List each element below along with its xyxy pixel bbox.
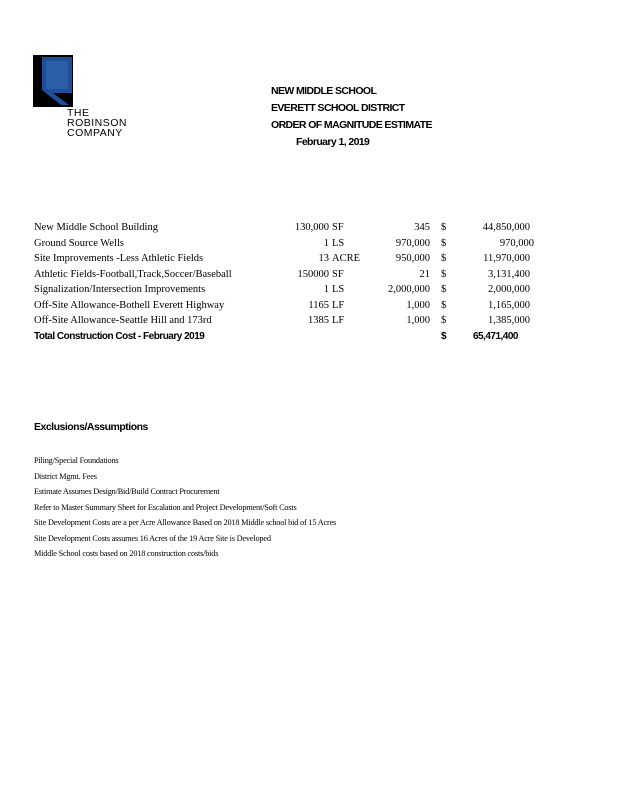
row-description: Site Improvements -Less Athletic Fields — [34, 253, 204, 264]
row-unit: LF — [332, 299, 345, 311]
row-unit-cost: 970,000 — [395, 237, 430, 249]
list-item: District Mgmt. Fees — [34, 471, 97, 481]
row-description: New Middle School Building — [34, 222, 158, 233]
row-quantity: 150000 — [297, 268, 329, 280]
exclusions-title: Exclusions/Assumptions — [34, 421, 148, 433]
row-unit: LS — [332, 237, 345, 249]
table-row — [34, 300, 554, 315]
district-title: EVERETT SCHOOL DISTRICT — [271, 102, 405, 114]
row-description: Ground Source Wells — [34, 237, 124, 249]
row-unit: SF — [332, 268, 344, 280]
row-currency: $ — [441, 315, 447, 326]
row-unit-cost: 1,000 — [406, 315, 430, 326]
list-item: Middle School costs based on 2018 construction costs/bids — [34, 549, 219, 558]
list-item: Site Development Costs assumes 16 Acres of the 19 Acre Site is Developed — [34, 533, 271, 543]
row-quantity: 1 — [323, 284, 329, 295]
logo-wordmark — [67, 108, 127, 138]
logo-line-3: COMPANY — [67, 127, 123, 139]
list-item: Piling/Special Foundations — [34, 456, 119, 465]
row-unit: LS — [332, 284, 345, 295]
total-value: 65,471,400 — [472, 331, 518, 342]
company-logo — [33, 55, 163, 155]
logo-line-1: THE — [67, 107, 90, 119]
row-quantity: 13 — [318, 253, 329, 264]
total-currency: $ — [441, 331, 447, 342]
row-unit-cost: 950,000 — [395, 253, 430, 264]
row-quantity: 1385 — [308, 315, 329, 326]
row-unit-cost: 345 — [414, 222, 430, 233]
table-row — [34, 284, 554, 299]
row-unit: SF — [332, 222, 344, 233]
estimate-title: ORDER OF MAGNITUDE ESTIMATE — [271, 119, 432, 131]
row-currency: $ — [441, 253, 447, 264]
row-total: 3,131,400 — [488, 268, 530, 280]
table-row — [34, 238, 554, 253]
row-total: 11,970,000 — [483, 253, 530, 264]
total-label: Total Construction Cost - February 2019 — [34, 331, 205, 342]
list-item: Estimate Assumes Design/Bid/Build Contract Procurement — [34, 487, 220, 496]
row-currency: $ — [441, 237, 447, 249]
row-total: 2,000,000 — [488, 284, 530, 295]
row-total: 970,000 — [499, 237, 534, 249]
row-unit-cost: 1,000 — [406, 299, 430, 311]
row-total: 44,850,000 — [482, 222, 530, 233]
row-unit: ACRE — [332, 253, 361, 264]
row-description: Athletic Fields-Football,Track,Soccer/Baseball — [34, 268, 232, 280]
document-header — [271, 83, 432, 151]
table-row — [34, 253, 554, 268]
logo-line-2: ROBINSON — [67, 117, 128, 129]
list-item: Refer to Master Summary Sheet for Escalation and Project Development/Soft Costs — [34, 502, 297, 512]
exclusions-list — [34, 455, 336, 564]
row-unit-cost: 2,000,000 — [388, 284, 430, 295]
row-quantity: 1165 — [308, 299, 329, 311]
table-row — [34, 269, 554, 284]
robinson-logo-mark-icon — [33, 55, 73, 107]
table-row — [34, 222, 554, 237]
row-currency: $ — [441, 222, 447, 233]
row-description: Off-Site Allowance-Bothell Everett Highway — [34, 299, 225, 311]
row-description: Signalization/Intersection Improvements — [34, 284, 206, 295]
row-total: 1,165,000 — [488, 299, 530, 311]
row-currency: $ — [441, 299, 447, 311]
total-row — [34, 331, 554, 346]
row-quantity: 1 — [323, 237, 329, 249]
row-unit: LF — [332, 315, 345, 326]
row-unit-cost: 21 — [419, 268, 430, 280]
row-description: Off-Site Allowance-Seattle Hill and 173rd — [34, 315, 212, 326]
estimate-date: February 1, 2019 — [296, 136, 370, 148]
row-total: 1,385,000 — [488, 315, 530, 326]
row-quantity: 130,000 — [294, 222, 329, 233]
row-currency: $ — [441, 284, 447, 295]
row-currency: $ — [441, 268, 447, 280]
list-item: Site Development Costs are a per Acre Allowance Based on 2018 Middle school bid of 15 Acres — [34, 518, 337, 527]
table-row — [34, 315, 554, 330]
project-title: NEW MIDDLE SCHOOL — [271, 85, 377, 97]
